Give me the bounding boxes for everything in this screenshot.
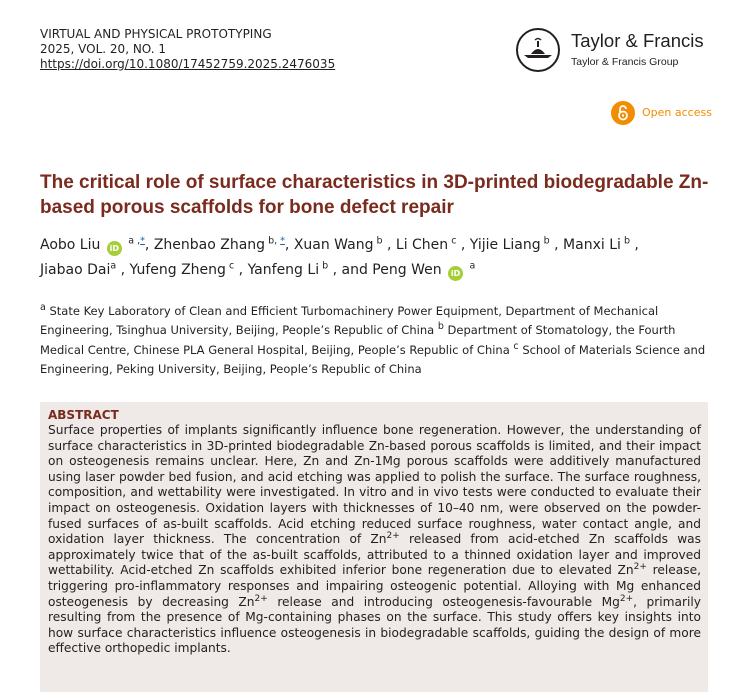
author-name[interactable]: and Peng Wen bbox=[341, 262, 442, 278]
journal-name: VIRTUAL AND PHYSICAL PROTOTYPING bbox=[40, 27, 272, 41]
orcid-icon[interactable]: iD bbox=[107, 241, 122, 256]
affiliation-mark: c bbox=[513, 340, 519, 352]
author-affiliation-mark: a bbox=[469, 260, 476, 272]
ion-charge: 2+ bbox=[386, 531, 400, 542]
equal-contribution-mark[interactable]: * bbox=[140, 235, 145, 247]
ion-charge: 2+ bbox=[619, 593, 634, 604]
article-title: The critical role of surface characteristics in 3D-printed biodegradable Zn-based porous scaffolds for bone defect repair bbox=[40, 172, 709, 218]
author-name[interactable]: Aobo Liu bbox=[40, 237, 101, 253]
abstract-body bbox=[48, 423, 701, 657]
author-affiliation-mark: b bbox=[322, 260, 329, 272]
abstract-text: release, triggering pro-inflammatory responses and impairing osteogenic potential. Alloying with Mg enhanced osteogenesis by decreasing Zn bbox=[48, 563, 701, 609]
equal-contribution-mark[interactable]: * bbox=[280, 235, 285, 247]
ion-charge: 2+ bbox=[254, 593, 268, 604]
taylor-francis-emblem-icon bbox=[515, 27, 561, 73]
abstract-heading: ABSTRACT bbox=[48, 408, 119, 422]
affiliation-mark: a bbox=[40, 302, 46, 314]
open-lock-icon bbox=[611, 101, 635, 125]
abstract-text: , primarily resulting from the presence of Mg-containing phases on the surface. This study offers key insights into how surface characteristics influence osteogenesis in biodegradable scaffolds, guiding the design of more effective orthopedic implants. bbox=[48, 594, 702, 656]
author-affiliation-mark: a bbox=[110, 260, 117, 272]
abstract-text: Surface properties of implants significantly influence bone regeneration. However, the understanding of surface characteristics in 3D-printed biodegradable Zn-based porous scaffolds is limited, and their impact on osteogenesis remains unclear. Here, Zn and Zn-1Mg porous scaffolds were additively manufactured using laser powder bed fusion, and acid etching was applied to polish the surface. The surface roughness, composition, and wettability were investigated. In vitro and in vivo tests were conducted to evaluate their impact on osteogenesis. Oxidation layers with thicknesses of 10–40 nm, were observed on the powder-fused surfaces of as-built scaffolds. Acid etching reduced surface roughness, water contact angle, and oxidation layer thickness. The concentration of Zn bbox=[48, 423, 701, 547]
open-access-label: Open access bbox=[642, 106, 712, 119]
author-affiliation-mark: b bbox=[623, 235, 630, 247]
author-name[interactable]: Yanfeng Li bbox=[247, 262, 320, 278]
author-name[interactable]: Manxi Li bbox=[563, 237, 621, 253]
affiliation-mark: b bbox=[437, 321, 444, 333]
ion-charge: 2+ bbox=[633, 562, 647, 573]
author-name[interactable]: Yufeng Zheng bbox=[129, 262, 226, 278]
abstract-text: released from acid-etched Zn scaffolds was approximately twice that of the as-built scaffolds, attributed to a thinned oxidation layer and improved wettability. Acid-etched Zn scaffolds exhibited inferior bone regeneration due to elevated Zn bbox=[48, 532, 701, 578]
author-name[interactable]: Jiabao Dai bbox=[40, 262, 111, 278]
publisher-name: Taylor & Francis bbox=[571, 30, 704, 51]
author-name[interactable]: Xuan Wang bbox=[293, 237, 374, 253]
affiliation-text: School of Materials Science and Engineering, Peking University, Beijing, People’s Republic of China bbox=[40, 342, 706, 376]
doi-link[interactable]: https://doi.org/10.1080/17452759.2025.2476035 bbox=[40, 57, 336, 71]
journal-volume: 2025, VOL. 20, NO. 1 bbox=[40, 42, 167, 56]
abstract-panel bbox=[40, 402, 708, 692]
author-name[interactable]: Yijie Liang bbox=[469, 237, 541, 253]
author-name[interactable]: Zhenbao Zhang bbox=[153, 237, 266, 253]
abstract-text: release and introducing osteogenesis-favourable Mg bbox=[267, 594, 620, 609]
publisher-group: Taylor & Francis Group bbox=[571, 56, 679, 68]
author-affiliation-mark: b bbox=[543, 235, 550, 247]
orcid-icon[interactable]: iD bbox=[448, 266, 463, 281]
author-affiliation-mark: b bbox=[268, 235, 275, 247]
author-affiliation-mark: c bbox=[451, 235, 457, 247]
author-name[interactable]: Li Chen bbox=[395, 237, 449, 253]
affiliations bbox=[40, 302, 720, 379]
affiliation-text: State Key Laboratory of Clean and Efficient Turbomachinery Power Equipment, Department of Mechanical Engineering, Tsinghua University, Beijing, People’s Republic of China bbox=[40, 304, 659, 338]
author-list: Aobo Liu iD $^{a ,*}$, Zhenbao Zhang $^{b, *}$, Xuan Wang $^b$ , Li Chen $^c$ , Yijie Liang $^b$ , Manxi Li $^b$ , Jiabao Dai$^a$ , Yufeng Zheng $^c$ , Yanfeng Li $^b$ , and Peng Wen iD $^a$ bbox=[40, 233, 730, 283]
affiliation-text: Department of Stomatology, the Fourth Medical Centre, Chinese PLA General Hospital, Beijing, People’s Republic of China bbox=[40, 323, 676, 357]
publisher-logo[interactable] bbox=[515, 25, 715, 75]
journal-header bbox=[40, 27, 335, 72]
author-affiliation-mark: c bbox=[228, 260, 235, 272]
author-affiliation-mark: b bbox=[376, 235, 383, 247]
author-affiliation-mark: a bbox=[128, 235, 135, 247]
